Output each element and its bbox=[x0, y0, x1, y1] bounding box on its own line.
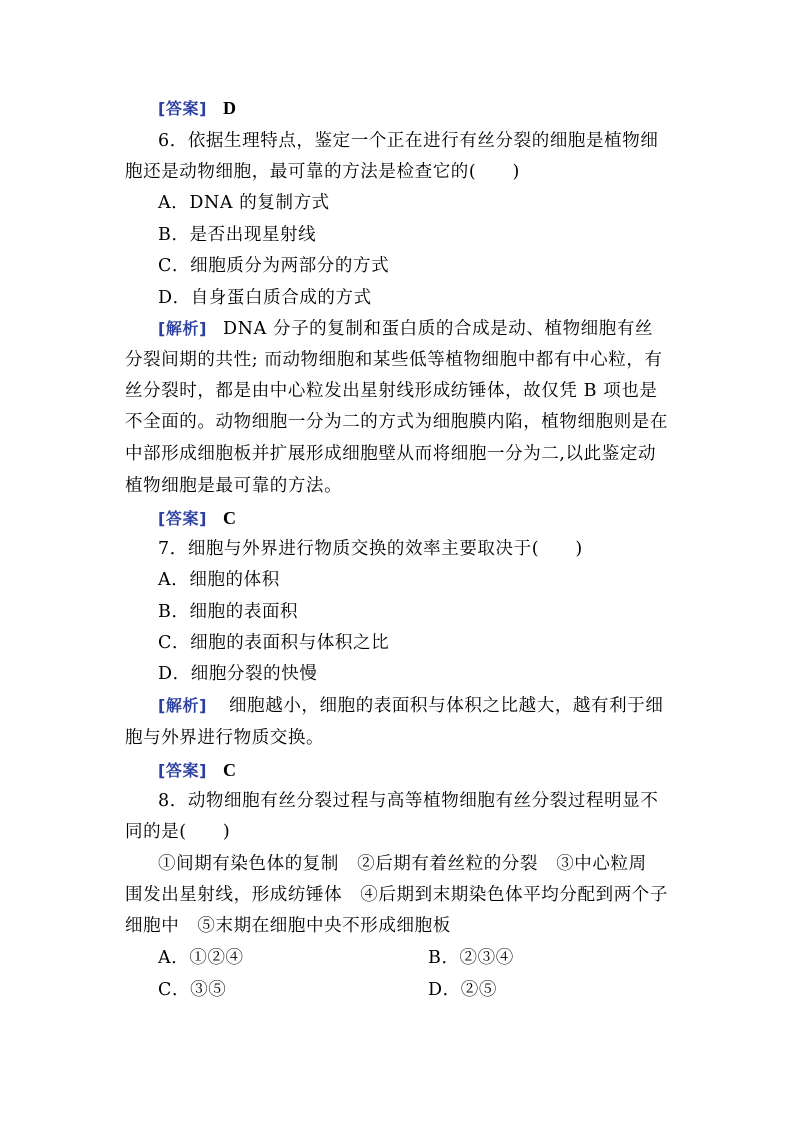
q8-statement-line-2: 围发出星射线，形成纺锤体 ④后期到末期染色体平均分配到两个子 bbox=[125, 885, 668, 905]
q8-option-b: B．②③④ bbox=[428, 948, 514, 968]
q8-stem-line-1: 8．动物细胞有丝分裂过程与高等植物细胞有丝分裂过程明显不 bbox=[158, 791, 659, 811]
q6-option-c: C．细胞质分为两部分的方式 bbox=[158, 256, 390, 276]
q8-statement-line-1: ①间期有染色体的复制 ②后期有着丝粒的分裂 ③中心粒周 bbox=[158, 854, 647, 874]
answer-value: C bbox=[223, 508, 237, 528]
answer-tag: [答案] bbox=[158, 509, 208, 528]
q6-analysis-line-1: [解析] DNA 分子的复制和蛋白质的合成是动、植物细胞有丝 bbox=[158, 319, 654, 339]
q6-answer-line bbox=[158, 506, 237, 531]
q6-option-a: A．DNA 的复制方式 bbox=[158, 193, 330, 213]
q7-option-c: C．细胞的表面积与体积之比 bbox=[158, 633, 390, 653]
q6-analysis-line-6: 植物细胞是最可靠的方法。 bbox=[125, 476, 343, 496]
q6-stem-line-1: 6．依据生理特点，鉴定一个正在进行有丝分裂的细胞是植物细 bbox=[158, 131, 659, 151]
q8-stem-line-2: 同的是( ) bbox=[125, 822, 231, 842]
q6-analysis-line-4: 不全面的。动物细胞一分为二的方式为细胞膜内陷，植物细胞则是在 bbox=[125, 412, 668, 432]
q6-analysis-line-5: 中部形成细胞板并扩展形成细胞壁从而将细胞一分为二,以此鉴定动 bbox=[125, 444, 657, 464]
answer-tag: [答案] bbox=[158, 761, 208, 780]
q7-option-b: B．细胞的表面积 bbox=[158, 602, 299, 622]
q6-analysis-line-2: 分裂间期的共性; 而动物细胞和某些低等植物细胞中都有中心粒，有 bbox=[125, 350, 663, 370]
answer-tag: [答案] bbox=[158, 99, 208, 118]
q8-option-d: D．②⑤ bbox=[428, 980, 497, 1000]
q7-option-d: D．细胞分裂的快慢 bbox=[158, 664, 318, 684]
q8-option-a: A．①②④ bbox=[158, 948, 244, 968]
q7-answer-line bbox=[158, 758, 237, 783]
q7-option-a: A．细胞的体积 bbox=[158, 570, 280, 590]
answer-value: C bbox=[223, 760, 237, 780]
analysis-tag: [解析] bbox=[158, 696, 208, 715]
analysis-tag: [解析] bbox=[158, 319, 208, 338]
answer-value: D bbox=[223, 98, 237, 118]
q6-option-b: B．是否出现星射线 bbox=[158, 225, 317, 245]
q6-stem-line-2: 胞还是动物细胞，最可靠的方法是检查它的( ) bbox=[125, 162, 520, 182]
q6-analysis-line-3: 丝分裂时，都是由中心粒发出星射线形成纺锤体，故仅凭 B 项也是 bbox=[125, 381, 658, 401]
answer-line bbox=[158, 96, 237, 121]
q8-statement-line-3: 细胞中 ⑤末期在细胞中央不形成细胞板 bbox=[125, 916, 451, 936]
q7-stem-line-1: 7．细胞与外界进行物质交换的效率主要取决于( ) bbox=[158, 539, 583, 559]
q7-analysis-line-1: [解析] 细胞越小，细胞的表面积与体积之比越大，越有利于细 bbox=[158, 696, 664, 716]
q8-option-c: C．③⑤ bbox=[158, 980, 227, 1000]
q6-option-d: D．自身蛋白质合成的方式 bbox=[158, 288, 372, 308]
q7-analysis-line-2: 胞与外界进行物质交换。 bbox=[125, 728, 325, 748]
